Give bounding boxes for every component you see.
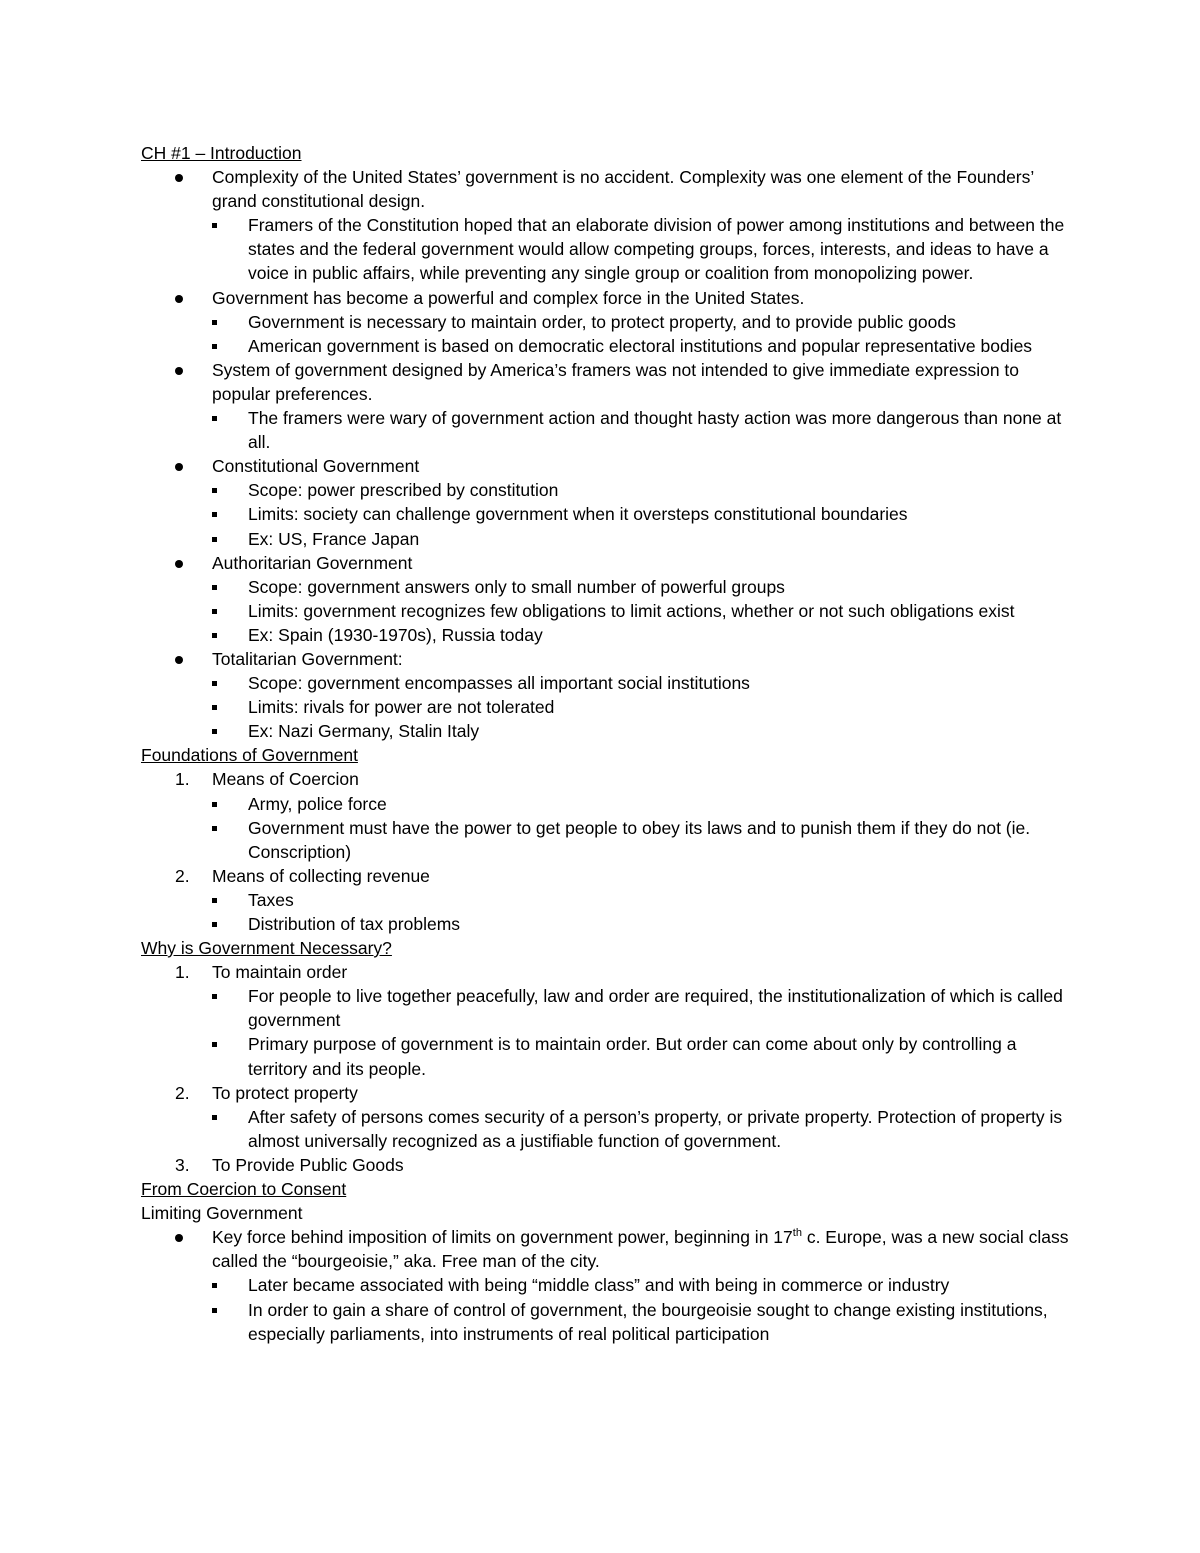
sub-list-item: Army, police force [141, 792, 1071, 816]
sub-list-item: Ex: US, France Japan [141, 527, 1071, 551]
sub-list-item: In order to gain a share of control of government, the bourgeoisie sought to change existing institutions, especially parliaments, into instruments of real political participation [141, 1298, 1071, 1346]
section-heading: Foundations of Government [141, 745, 358, 766]
sub-list-item: Primary purpose of government is to maintain order. But order can come about only by controlling a territory and its people. [141, 1032, 1071, 1080]
bullet-icon [175, 560, 183, 568]
section-heading: Limiting Government [141, 1203, 303, 1224]
document-body [141, 141, 1071, 1346]
bullet-icon [175, 367, 183, 375]
list-item: Key force behind imposition of limits on government power, beginning in 17th c. Europe, was a new social class called the “bourgeoisie,” aka. Free man of the city. [141, 1225, 1071, 1273]
list-item: Government has become a powerful and complex force in the United States. [141, 286, 1071, 310]
square-bullet-icon [212, 344, 217, 349]
item-number: 3. [175, 1154, 190, 1175]
square-bullet-icon [212, 585, 217, 590]
sub-list-item: Taxes [141, 888, 1071, 912]
numbered-item: 2. Means of collecting revenue [141, 864, 1071, 888]
section-heading: Why is Government Necessary? [141, 938, 392, 959]
item-number: 1. [175, 962, 190, 983]
bullet-icon [175, 656, 183, 664]
square-bullet-icon [212, 826, 217, 831]
square-bullet-icon [212, 802, 217, 807]
sub-list-item: After safety of persons comes security of a person’s property, or private property. Protection of property is almost universally recognized as a justifiable function of government. [141, 1105, 1071, 1153]
bullet-icon [175, 1234, 183, 1242]
square-bullet-icon [212, 633, 217, 638]
square-bullet-icon [212, 416, 217, 421]
sub-list-item: Government is necessary to maintain order, to protect property, and to provide public goods [141, 310, 1071, 334]
square-bullet-icon [212, 537, 217, 542]
numbered-item: 3. To Provide Public Goods [141, 1153, 1071, 1177]
square-bullet-icon [212, 609, 217, 614]
numbered-item: 2. To protect property [141, 1081, 1071, 1105]
square-bullet-icon [212, 1308, 217, 1313]
square-bullet-icon [212, 994, 217, 999]
superscript: th [792, 1227, 802, 1240]
sub-list-item: Scope: government encompasses all important social institutions [141, 671, 1071, 695]
square-bullet-icon [212, 898, 217, 903]
list-item: Totalitarian Government: [141, 647, 1071, 671]
list-item: Authoritarian Government [141, 551, 1071, 575]
sub-list-item: The framers were wary of government action and thought hasty action was more dangerous than none at all. [141, 406, 1071, 454]
sub-list-item: Limits: society can challenge government when it oversteps constitutional boundaries [141, 502, 1071, 526]
sub-list-item: Later became associated with being “middle class” and with being in commerce or industry [141, 1273, 1071, 1297]
sub-list-item: Ex: Spain (1930-1970s), Russia today [141, 623, 1071, 647]
square-bullet-icon [212, 320, 217, 325]
sub-list-item: Scope: power prescribed by constitution [141, 478, 1071, 502]
square-bullet-icon [212, 729, 217, 734]
item-number: 2. [175, 865, 190, 886]
item-number: 1. [175, 769, 190, 790]
numbered-item: 1. Means of Coercion [141, 767, 1071, 791]
sub-list-item: For people to live together peacefully, law and order are required, the institutionalization of which is called government [141, 984, 1071, 1032]
sub-list-item: Scope: government answers only to small number of powerful groups [141, 575, 1071, 599]
square-bullet-icon [212, 1115, 217, 1120]
square-bullet-icon [212, 705, 217, 710]
square-bullet-icon [212, 922, 217, 927]
sub-list-item: Framers of the Constitution hoped that an elaborate division of power among institutions and between the states and the federal government would allow competing groups, forces, interests, and ideas to have a voice in public affairs, while preventing any single group or coalition from monopolizing power. [141, 213, 1071, 285]
square-bullet-icon [212, 681, 217, 686]
square-bullet-icon [212, 1283, 217, 1288]
bullet-icon [175, 174, 183, 182]
sub-list-item: Ex: Nazi Germany, Stalin Italy [141, 719, 1071, 743]
square-bullet-icon [212, 512, 217, 517]
item-number: 2. [175, 1082, 190, 1103]
sub-list-item: Limits: rivals for power are not tolerated [141, 695, 1071, 719]
section-heading: CH #1 – Introduction [141, 143, 302, 163]
sub-list-item: Government must have the power to get people to obey its laws and to punish them if they do not (ie. Conscription) [141, 816, 1071, 864]
list-item: Complexity of the United States’ government is no accident. Complexity was one element of the Founders’ grand constitutional design. [141, 165, 1071, 213]
sub-list-item: Limits: government recognizes few obligations to limit actions, whether or not such obligations exist [141, 599, 1071, 623]
numbered-item: 1. To maintain order [141, 960, 1071, 984]
square-bullet-icon [212, 488, 217, 493]
sub-list-item: Distribution of tax problems [141, 912, 1071, 936]
list-item: System of government designed by America’s framers was not intended to give immediate expression to popular preferences. [141, 358, 1071, 406]
list-item: Constitutional Government [141, 454, 1071, 478]
bullet-icon [175, 295, 183, 303]
square-bullet-icon [212, 223, 217, 228]
square-bullet-icon [212, 1042, 217, 1047]
sub-list-item: American government is based on democratic electoral institutions and popular representative bodies [141, 334, 1071, 358]
bullet-icon [175, 463, 183, 471]
section-heading: From Coercion to Consent [141, 1179, 347, 1200]
